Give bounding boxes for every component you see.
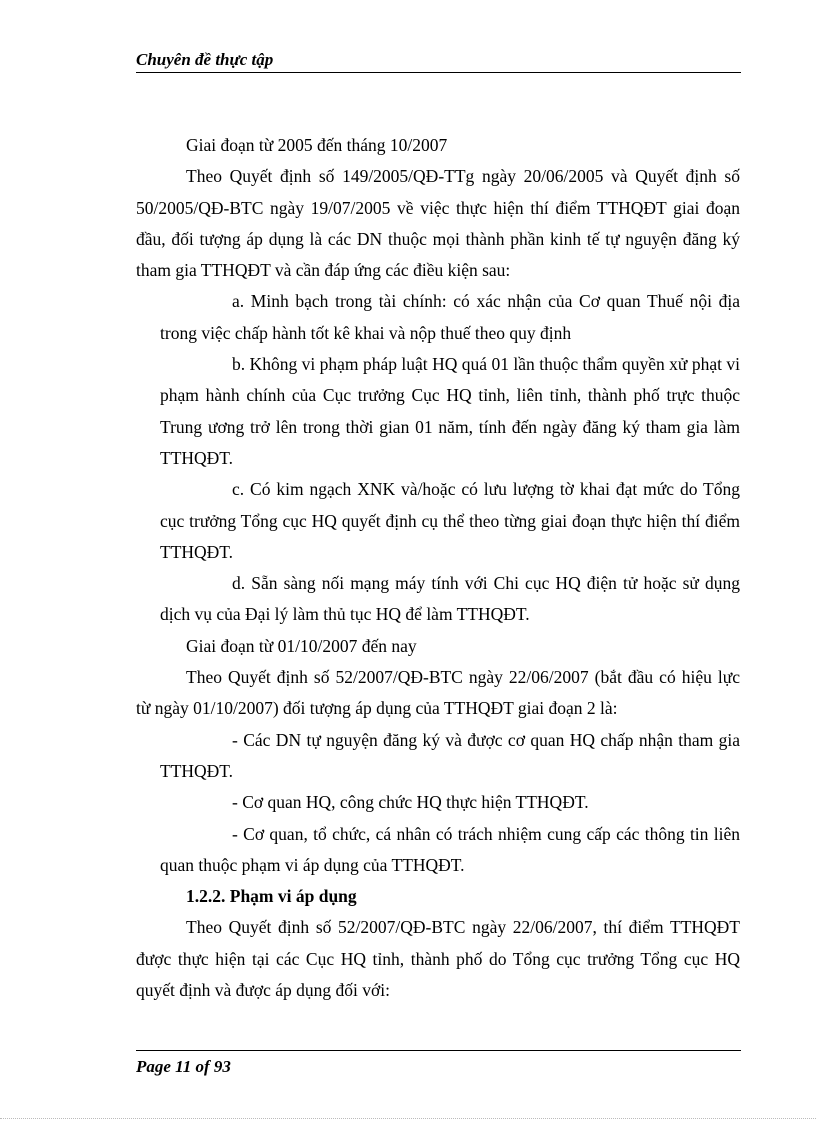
section-heading: 1.2.2. Phạm vi áp dụng	[186, 886, 357, 907]
header-title: Chuyên đề thực tập	[136, 50, 274, 69]
paragraph: Theo Quyết định số 52/2007/QĐ-BTC ngày 22/06/2007 (bắt đầu có hiệu lực từ ngày 01/10/2007) đối tượng áp dụng của TTHQĐT giai đoạn 2 là:	[136, 667, 740, 719]
paragraph: Theo Quyết định số 52/2007/QĐ-BTC ngày 22/06/2007, thí điểm TTHQĐT được thực hiện tại các Cục HQ tỉnh, thành phố do Tổng cục trưởng Tổng cục HQ quyết định và được áp dụng đối với:	[136, 917, 740, 1001]
page-header	[136, 50, 741, 73]
page-footer	[136, 1050, 741, 1077]
paragraph: Giai đoạn từ 2005 đến tháng 10/2007	[186, 135, 448, 155]
document-body	[136, 130, 740, 1006]
list-item: b. Không vi phạm pháp luật HQ quá 01 lần thuộc thẩm quyền xử phạt vi phạm hành chính của Cục trưởng Cục HQ tỉnh, liên tỉnh, thành phố trực thuộc Trung ương trở lên trong thời gian 01 năm, tính đến ngày đăng ký tham gia làm TTHQĐT.	[160, 354, 740, 468]
paragraph: Giai đoạn từ 01/10/2007 đến nay	[186, 635, 417, 656]
list-item: c. Có kim ngạch XNK và/hoặc có lưu lượng tờ khai đạt mức do Tổng cục trưởng Tổng cục HQ quyết định cụ thể theo từng giai đoạn thực hiện thí điểm TTHQĐT.	[160, 479, 740, 562]
list-item: - Cơ quan HQ, công chức HQ thực hiện TTHQĐT.	[232, 792, 589, 813]
page-number: Page 11 of 93	[136, 1057, 231, 1076]
list-item: - Các DN tự nguyện đăng ký và được cơ quan HQ chấp nhận tham gia TTHQĐT.	[160, 729, 740, 781]
list-item: d. Sẵn sàng nối mạng máy tính với Chi cục HQ điện tử hoặc sử dụng dịch vụ của Đại lý làm thủ tục HQ để làm TTHQĐT.	[160, 573, 740, 625]
list-item: a. Minh bạch trong tài chính: có xác nhận của Cơ quan Thuế nội địa trong việc chấp hành tốt kê khai và nộp thuế theo quy định	[160, 291, 740, 343]
list-item: - Cơ quan, tổ chức, cá nhân có trách nhiệm cung cấp các thông tin liên quan thuộc phạm vi áp dụng của TTHQĐT.	[160, 823, 740, 875]
paragraph: Theo Quyết định số 149/2005/QĐ-TTg ngày 20/06/2005 và Quyết định số 50/2005/QĐ-BTC ngày 19/07/2005 về việc thực hiện thí điểm TTHQĐT giai đoạn đầu, đối tượng áp dụng là các DN thuộc mọi thành phần kinh tế tự nguyện đăng ký tham gia TTHQĐT và cần đáp ứng các điều kiện sau:	[136, 166, 740, 281]
page-edge-divider	[0, 1118, 816, 1119]
